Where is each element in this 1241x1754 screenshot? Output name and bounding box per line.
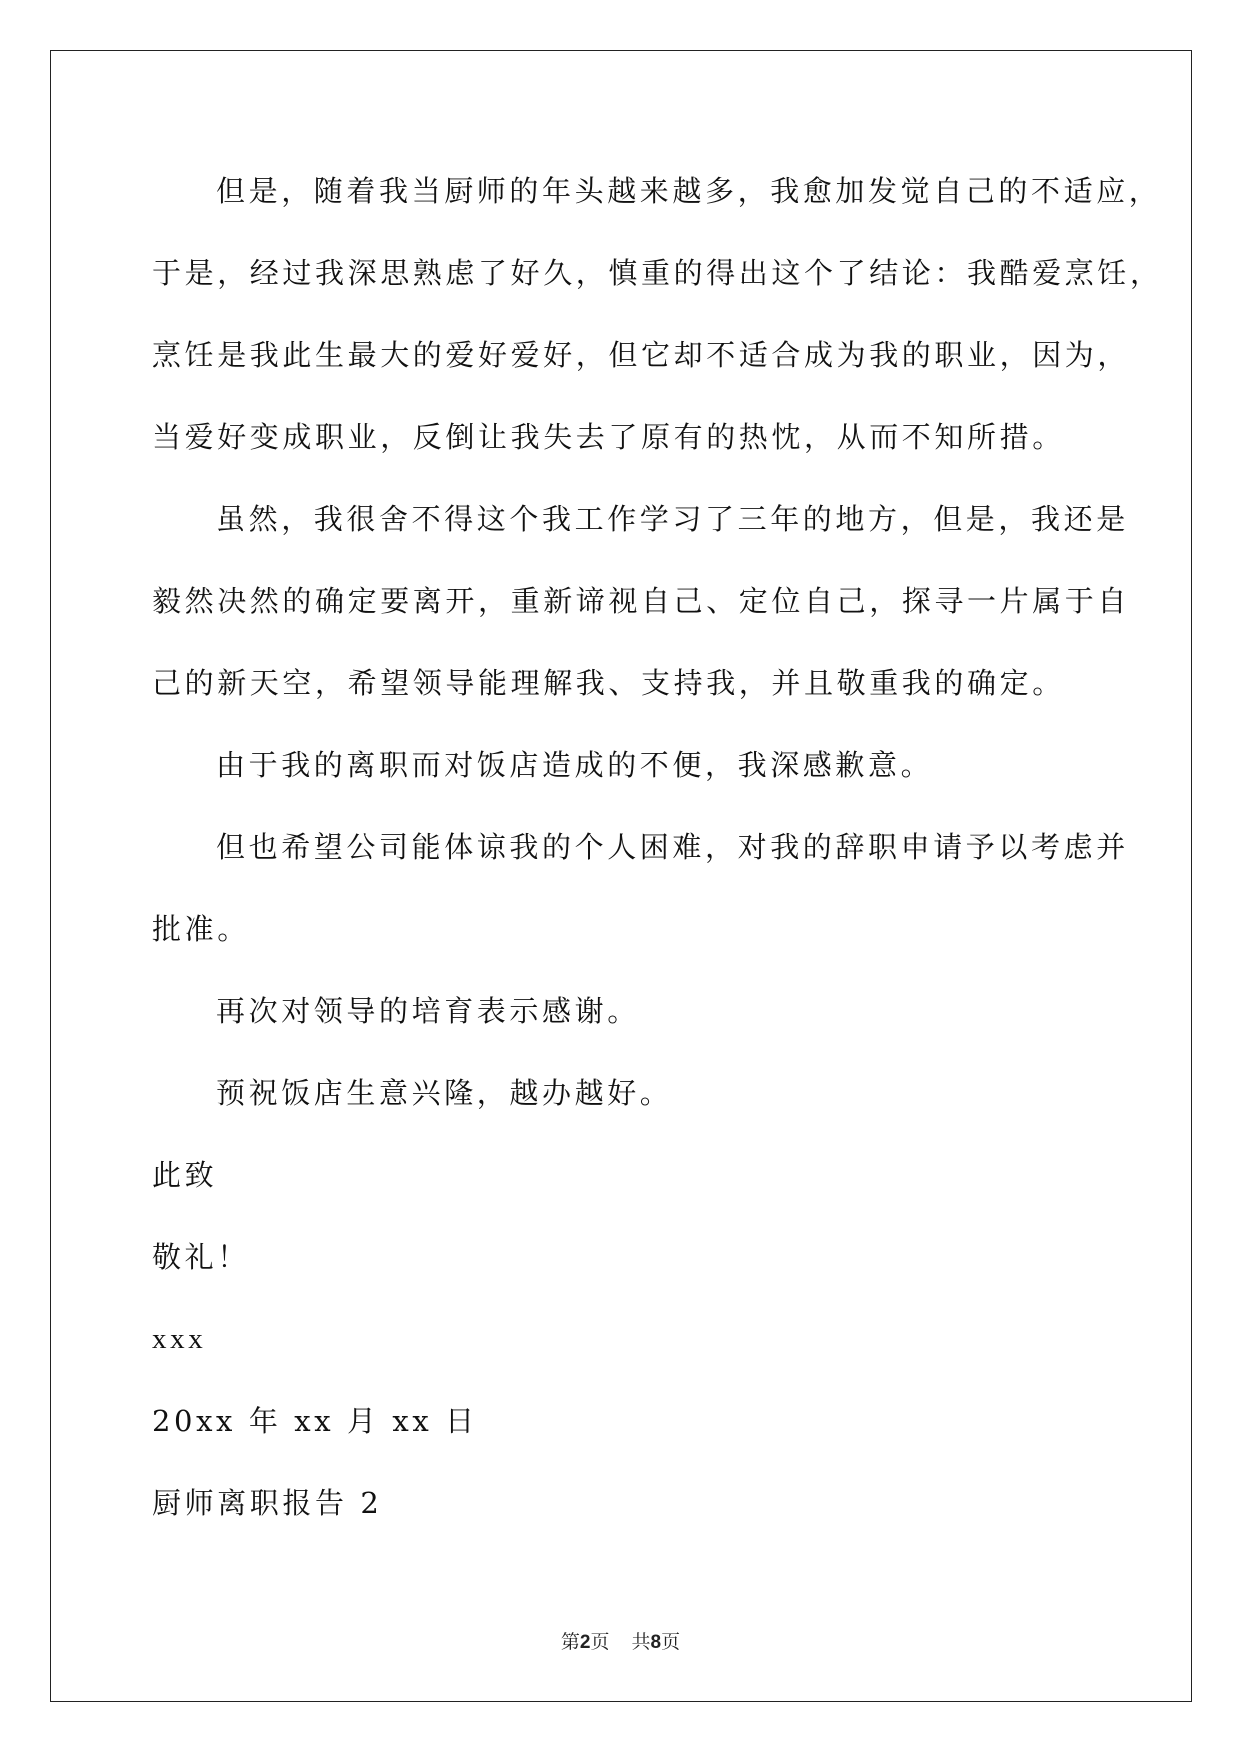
page-number: 2 bbox=[579, 1632, 591, 1653]
document-body bbox=[152, 150, 1163, 1544]
paragraph-line: 当爱好变成职业，反倒让我失去了原有的热忱，从而不知所措。 bbox=[152, 420, 1065, 454]
total-prefix: 共 bbox=[631, 1631, 651, 1653]
signature-name: xxx bbox=[152, 1323, 207, 1355]
salutation-regards: 敬礼！ bbox=[152, 1240, 250, 1274]
total-pages: 8 bbox=[650, 1632, 662, 1653]
section-heading: 厨师离职报告 2 bbox=[152, 1486, 383, 1520]
page-suffix: 页 bbox=[590, 1631, 610, 1653]
page-footer bbox=[0, 1630, 1241, 1655]
paragraph-line: 毅然决然的确定要离开，重新谛视自己、定位自己，探寻一片属于自 bbox=[152, 584, 1131, 618]
paragraph-line: 但是，随着我当厨师的年头越来越多，我愈加发觉自己的不适应， bbox=[216, 174, 1162, 208]
paragraph-line: 己的新天空，希望领导能理解我、支持我，并且敬重我的确定。 bbox=[152, 666, 1065, 700]
page-prefix: 第 bbox=[560, 1631, 580, 1653]
paragraph-line: 再次对领导的培育表示感谢。 bbox=[216, 994, 640, 1028]
paragraph-line: 烹饪是我此生最大的爱好爱好，但它却不适合成为我的职业，因为， bbox=[152, 338, 1131, 372]
salutation-closing: 此致 bbox=[152, 1158, 218, 1192]
paragraph-line: 批准。 bbox=[152, 912, 250, 946]
paragraph-line: 预祝饭店生意兴隆，越办越好。 bbox=[216, 1076, 673, 1110]
paragraph-line: 但也希望公司能体谅我的个人困难，对我的辞职申请予以考虑并 bbox=[216, 830, 1129, 864]
paragraph-line: 于是，经过我深思熟虑了好久，慎重的得出这个了结论：我酷爱烹饪， bbox=[152, 256, 1163, 290]
signature-date: 20xx 年 xx 月 xx 日 bbox=[152, 1404, 478, 1438]
paragraph-line: 由于我的离职而对饭店造成的不便，我深感歉意。 bbox=[216, 748, 934, 782]
total-suffix: 页 bbox=[661, 1631, 681, 1653]
paragraph-line: 虽然，我很舍不得这个我工作学习了三年的地方，但是，我还是 bbox=[216, 502, 1129, 536]
